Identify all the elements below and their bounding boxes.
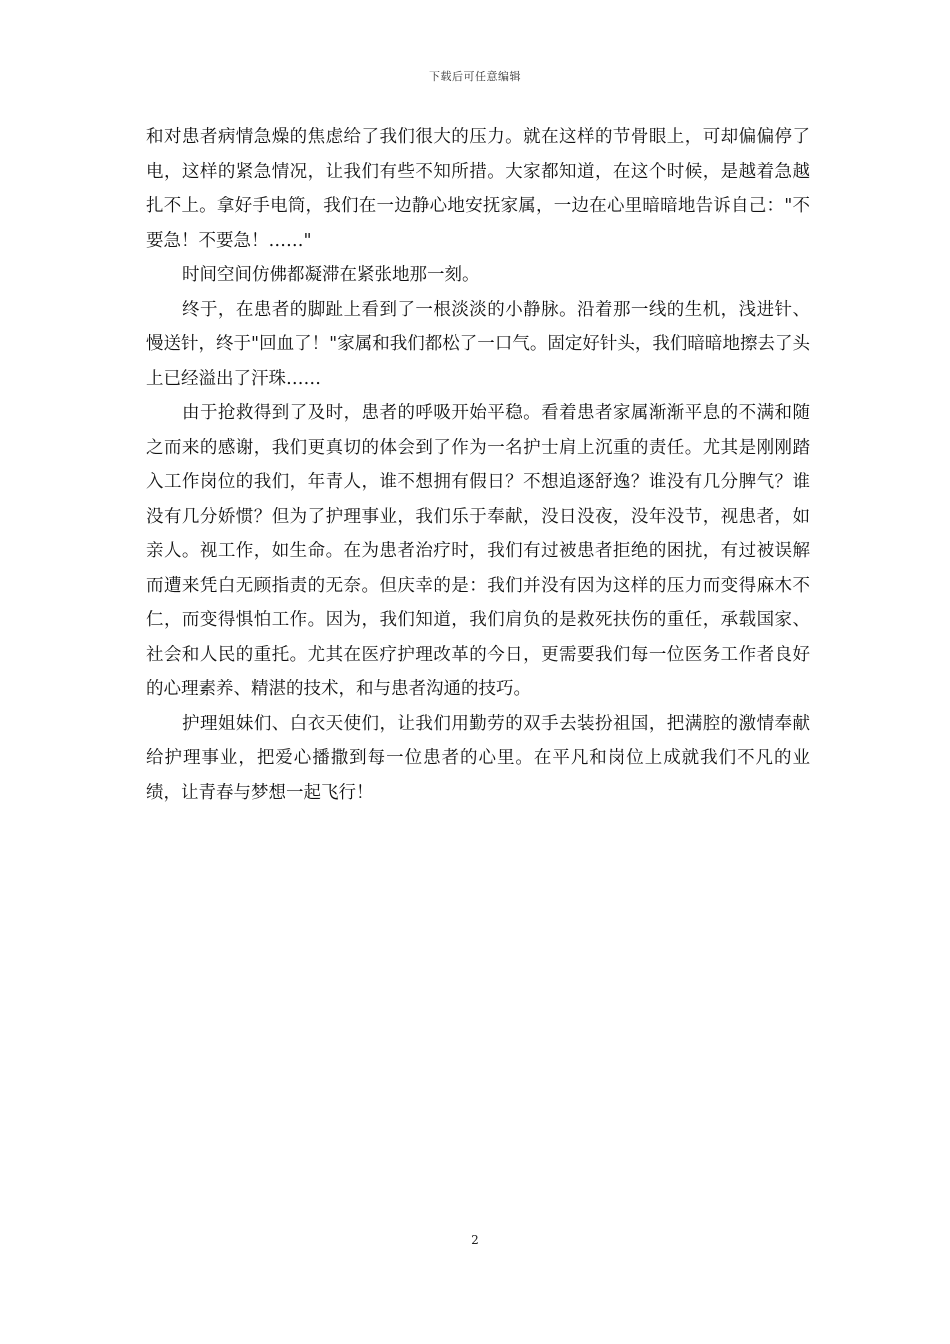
paragraph: 由于抢救得到了及时，患者的呼吸开始平稳。看着患者家属渐渐平息的不满和随之而来的感谢，我们更真切的体会到了作为一名护士肩上沉重的责任。尤其是刚刚踏入工作岗位的我们，年青人，谁不想拥有假日？不想追逐舒逸？谁没有几分脾气？谁没有几分娇惯？但为了护理事业，我们乐于奉献，没日没夜，没年没节，视患者，如亲人。视工作，如生命。在为患者治疗时，我们有过被患者拒绝的困扰，有过被误解而遭来凭白无顾指责的无奈。但庆幸的是：我们并没有因为这样的压力而变得麻木不仁，而变得惧怕工作。因为，我们知道，我们肩负的是救死扶伤的重任，承载国家、社会和人民的重托。尤其在医疗护理改革的今日，更需要我们每一位医务工作者良好的心理素养、精湛的技术，和与患者沟通的技巧。 — [146, 403, 810, 699]
paragraph-continuation: 和对患者病情急燥的焦虑给了我们很大的压力。就在这样的节骨眼上，可却偏偏停了电，这样的紧急情况，让我们有些不知所措。大家都知道，在这个时候，是越着急越扎不上。拿好手电筒，我们在一边静心地安抚家属，一边在心里暗暗地告诉自己："不要急！不要急！……" — [146, 127, 810, 251]
paragraph: 护理姐妹们、白衣天使们，让我们用勤劳的双手去装扮祖国，把满腔的激情奉献给护理事业，把爱心播撒到每一位患者的心里。在平凡和岗位上成就我们不凡的业绩，让青春与梦想一起飞行！ — [146, 713, 810, 803]
paragraph: 时间空间仿佛都凝滞在紧张地那一刻。 — [182, 265, 480, 285]
page-header: 下载后可任意编辑 — [429, 70, 521, 83]
page-number: 2 — [471, 1233, 479, 1247]
document-body — [146, 120, 810, 810]
paragraph: 终于，在患者的脚趾上看到了一根淡淡的小静脉。沿着那一线的生机，浅进针、慢送针，终于"回血了！"家属和我们都松了一口气。固定好针头，我们暗暗地擦去了头上已经溢出了汗珠…… — [146, 299, 810, 389]
